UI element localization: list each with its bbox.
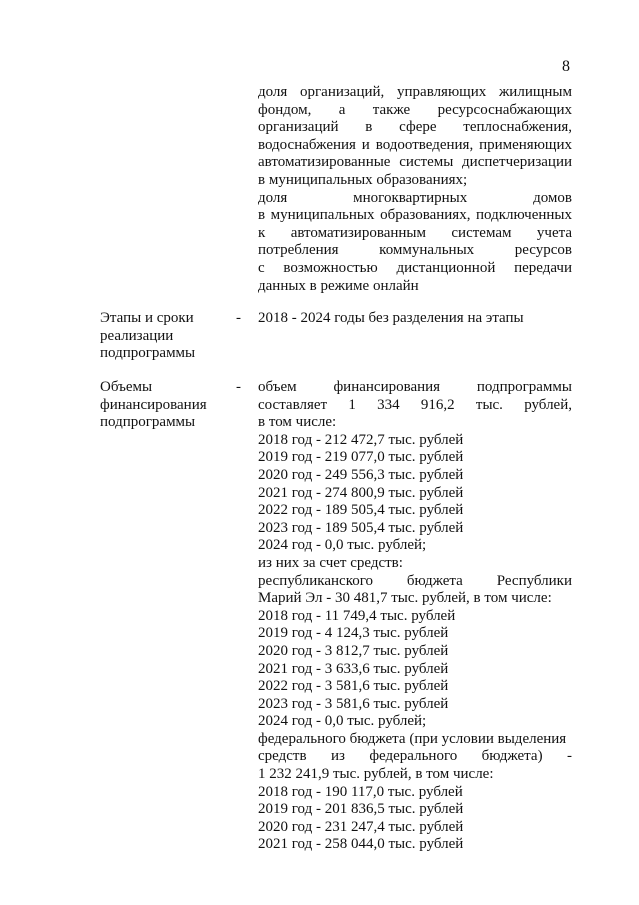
indicator-line: данных в режиме онлайн [258,277,419,294]
funding-line: 2018 год - 11 749,4 тыс. рублей [258,607,456,624]
funding-line: 2021 год - 258 044,0 тыс. рублей [258,836,464,853]
page-number: 8 [562,58,570,75]
funding-line: 2018 год - 190 117,0 тыс. рублей [258,783,463,800]
funding-line: из них за счет средств: [258,554,403,571]
stages-label [100,310,230,363]
funding-line: республиканского бюджета Республики [258,572,572,589]
funding-dash: - [236,379,241,395]
stages-dash: - [236,310,241,326]
funding-line: 2021 год - 274 800,9 тыс. рублей [258,484,464,501]
indicator-line: к автоматизированным системам учета [258,224,572,241]
funding-line: 2020 год - 231 247,4 тыс. рублей [258,818,464,835]
funding-line: 2018 год - 212 472,7 тыс. рублей [258,431,464,448]
funding-line: объем финансирования подпрограммы [258,379,572,395]
funding-label-line: подпрограммы [100,414,196,431]
stages-label-line: Этапы и сроки [100,310,194,326]
indicators-continued [258,84,572,295]
stages-value-text: 2018 - 2024 годы без разделения на этапы [258,310,524,326]
indicator-line: организаций в сфере теплоснабжения, [258,119,572,136]
funding-label-line: финансирования [100,396,207,413]
funding-details [258,379,572,854]
funding-line: 1 232 241,9 тыс. рублей, в том числе: [258,766,494,783]
indicator-line: автоматизированные системы диспетчеризации [258,154,572,171]
stages-label-line: реализации [100,327,174,344]
funding-line: 2019 год - 201 836,5 тыс. рублей [258,801,464,818]
funding-line: в том числе: [258,414,337,431]
funding-line: 2024 год - 0,0 тыс. рублей; [258,537,427,554]
funding-line: 2019 год - 219 077,0 тыс. рублей [258,449,464,466]
funding-line: 2022 год - 189 505,4 тыс. рублей [258,502,464,519]
funding-line: Марий Эл - 30 481,7 тыс. рублей, в том числе: [258,590,552,607]
stages-label-line: подпрограммы [100,345,196,362]
funding-label [100,379,230,432]
funding-line: 2022 год - 3 581,6 тыс. рублей [258,678,449,695]
indicator-line: доля организаций, управляющих жилищным [258,84,572,100]
funding-line: 2020 год - 3 812,7 тыс. рублей [258,642,449,659]
funding-line: федерального бюджета (при условии выделения [258,730,567,747]
funding-line: 2023 год - 189 505,4 тыс. рублей [258,519,464,536]
funding-line: 2024 год - 0,0 тыс. рублей; [258,713,427,730]
stages-value [258,310,572,328]
indicator-line: с возможностью дистанционной передачи [258,259,572,276]
funding-line: составляет 1 334 916,2 тыс. рублей, [258,396,572,413]
funding-line: 2019 год - 4 124,3 тыс. рублей [258,625,449,642]
funding-line: 2021 год - 3 633,6 тыс. рублей [258,660,449,677]
indicator-line: в муниципальных образованиях; [258,171,468,188]
indicator-line: фондом, а также ресурсоснабжающих [258,101,572,118]
indicator-line: доля многоквартирных домов [258,189,572,206]
funding-label-line: Объемы [100,379,153,395]
funding-line: 2020 год - 249 556,3 тыс. рублей [258,466,464,483]
indicator-line: в муниципальных образованиях, подключенных [258,207,572,224]
indicator-line: водоснабжения и водоотведения, применяющих [258,136,572,153]
funding-line: средств из федерального бюджета) - [258,748,572,765]
funding-line: 2023 год - 3 581,6 тыс. рублей [258,695,449,712]
indicator-line: потребления коммунальных ресурсов [258,242,572,259]
